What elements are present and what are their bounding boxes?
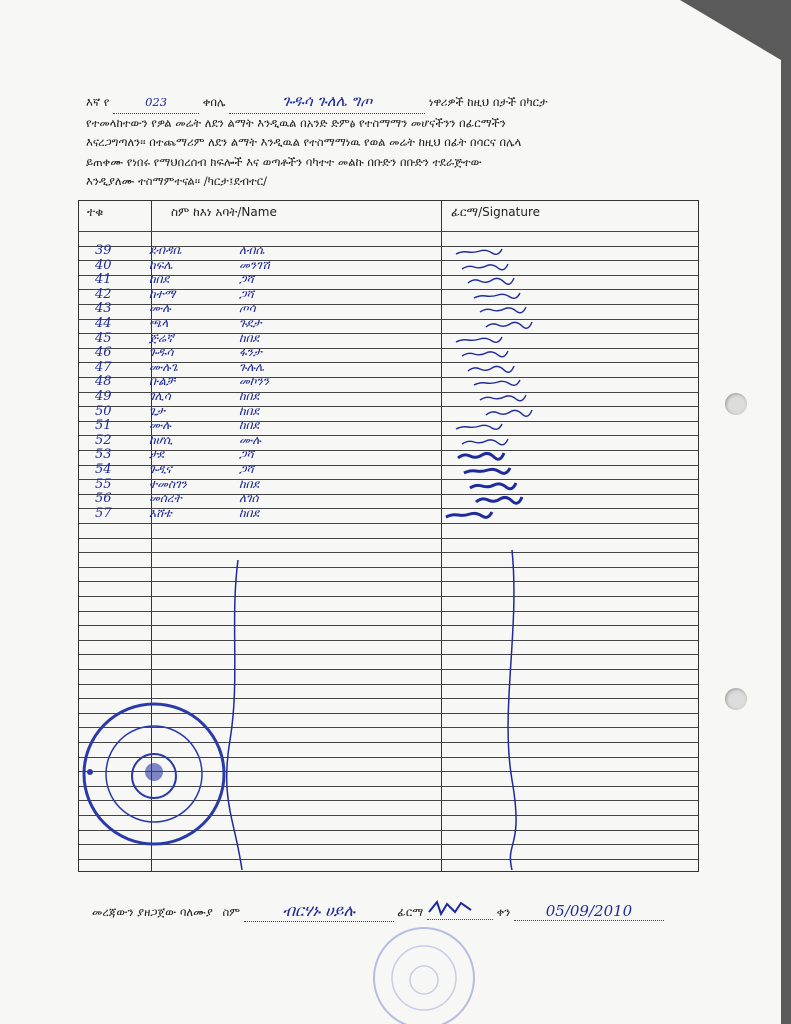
row-name: ደብዳቤ	[149, 243, 182, 257]
row-line	[79, 231, 698, 232]
row-line	[79, 450, 698, 451]
preparer-name-field: ብርሃኑ ሀይሉ	[244, 901, 394, 922]
row-father-name: ሙሉ	[239, 432, 261, 447]
intro-text: እንዲያለሙ ተስማምተናል፡፡ /ካርታ፤ደብተር/	[86, 174, 268, 188]
row-name: ቡልቻ	[149, 374, 176, 389]
header-number: ተቁ	[87, 205, 104, 219]
row-name: ጅሬኛ	[149, 330, 174, 345]
row-father-name: ጋሻ	[239, 272, 254, 287]
row-number: 39	[95, 243, 112, 258]
row-name: ሙሉጌ	[149, 359, 178, 374]
row-number: 53	[95, 447, 112, 463]
row-number: 47	[95, 359, 112, 375]
row-name: ገሊሳ	[149, 389, 171, 403]
row-father-name: መኮንን	[239, 374, 270, 389]
row-signature	[466, 361, 516, 375]
date-field: 05/09/2010	[514, 902, 664, 921]
row-name: ከሆሲ	[149, 432, 173, 447]
row-signature	[472, 288, 522, 302]
row-father-name: ጉሉሌ	[239, 359, 265, 374]
row-number: 54	[95, 462, 112, 477]
footer	[92, 900, 712, 922]
strike-out-marks	[200, 540, 540, 880]
row-line	[79, 538, 698, 539]
header-signature: ፊርማ/Signature	[451, 205, 541, 219]
preparer-label: መረጃውን ያዘጋጀው ባለሙያ	[92, 905, 213, 919]
row-name: ሙሉ	[149, 301, 171, 316]
row-number: 50	[95, 403, 112, 419]
row-number: 45	[95, 330, 112, 346]
intro-word: እኛ የ	[86, 95, 110, 109]
row-number: 49	[95, 389, 112, 404]
row-line	[79, 523, 698, 524]
row-number: 43	[95, 301, 112, 317]
row-signature	[484, 405, 534, 419]
row-name: መሰረት	[149, 491, 182, 506]
row-signature	[478, 390, 528, 404]
row-number: 52	[95, 432, 112, 448]
row-father-name: ከበደ	[239, 403, 260, 418]
row-father-name: ጋሻ	[239, 286, 254, 301]
row-line	[79, 304, 698, 305]
row-number: 51	[95, 418, 112, 434]
intro-paragraph	[86, 92, 701, 192]
row-signature	[478, 302, 528, 316]
row-name: ጊታ	[149, 403, 165, 418]
row-father-name: ከበደ	[239, 418, 260, 433]
row-father-name: ከበደ	[239, 476, 260, 491]
row-signature	[456, 448, 506, 462]
row-number: 55	[95, 476, 112, 492]
row-father-name: መንገሽ	[239, 257, 270, 272]
row-name: ሙሉ	[149, 418, 171, 433]
row-name: ከተማ	[149, 286, 176, 301]
row-signature	[474, 492, 524, 506]
row-number: 56	[95, 491, 112, 507]
row-number: 41	[95, 272, 112, 288]
row-line	[79, 406, 698, 407]
row-father-name: ጋሻ	[239, 447, 254, 462]
row-father-name: ጦሳ	[239, 301, 256, 316]
row-signature	[454, 244, 504, 258]
row-father-name: ከበደ	[239, 389, 260, 403]
row-signature	[460, 259, 510, 273]
row-father-name: ከበደ	[239, 330, 260, 345]
row-line	[79, 421, 698, 422]
row-line	[79, 319, 698, 320]
row-signature	[444, 507, 494, 521]
row-father-name: ጋሻ	[239, 462, 254, 476]
kebele-number-field: 023	[113, 93, 199, 114]
row-father-name: ከበደ	[239, 505, 260, 520]
row-name: ጉዲና	[149, 462, 172, 476]
row-signature	[466, 273, 516, 287]
intro-text: ነዋሪዎች ከዚህ በታች በካርታ	[428, 95, 548, 109]
intro-text: ይጠቀሙ የነበሩ የማህበረሰብ ክፍሎች እና ወጣቶችን ባካተተ መልኩ በቡድን በቡድን ተደራጅተው	[86, 154, 482, 169]
row-signature	[468, 478, 518, 492]
row-father-name: ጉደታ	[239, 316, 262, 330]
row-signature	[460, 346, 510, 360]
faded-stamp	[368, 918, 478, 1024]
name-label: ስም	[222, 905, 240, 919]
header-name: ስም ከእነ አባት/Name	[171, 205, 277, 219]
row-number: 44	[95, 316, 112, 331]
row-name: ጉዱሳ	[149, 345, 174, 360]
row-number: 40	[95, 257, 112, 273]
row-number: 57	[95, 505, 112, 521]
row-name: እሸቴ	[149, 505, 172, 520]
row-name: ተመስገን	[149, 476, 187, 491]
row-father-name: ፋንታ	[239, 345, 262, 360]
row-name: ታደ	[149, 447, 164, 462]
date-label: ቀን	[496, 905, 511, 919]
row-father-name: ለገሰ	[239, 491, 259, 506]
row-name: ከፍሌ	[149, 257, 173, 272]
intro-word: ቀበሌ	[202, 95, 226, 109]
row-number: 42	[95, 286, 112, 302]
row-line	[79, 392, 698, 393]
row-name: ጫላ	[149, 316, 169, 330]
signature-label: ፊርማ	[397, 905, 424, 919]
punch-hole-top	[725, 393, 747, 415]
row-line	[79, 275, 698, 276]
kebele-name-field: ጉዱሳ ጉለሌ ግጦ	[229, 92, 425, 114]
row-signature	[484, 317, 534, 331]
row-signature	[472, 375, 522, 389]
row-number: 48	[95, 374, 112, 390]
preparer-signature-field	[427, 900, 493, 920]
intro-text: የተመላከተውን የዎል መሬት ለደን ልማት እንዲዉል በአንድ ድምፅ የተስማማን መሆናችንን በፊርማችን	[86, 115, 506, 130]
row-number: 46	[95, 345, 112, 361]
row-name: ከበደ	[149, 272, 170, 287]
row-signature	[454, 332, 504, 346]
row-signature	[460, 434, 510, 448]
punch-hole-bottom	[725, 688, 747, 710]
row-signature	[454, 419, 504, 433]
handwritten-signature	[427, 900, 477, 916]
intro-text: እናረጋግጣለን፡፡ በተጨማሪም ለደን ልማት እንዲዉል የተስማማነዉ የወል መሬት ከዚህ በፊት በሳርና በሌላ	[86, 135, 522, 149]
row-father-name: ለብሴ	[239, 243, 265, 257]
row-signature	[462, 463, 512, 477]
